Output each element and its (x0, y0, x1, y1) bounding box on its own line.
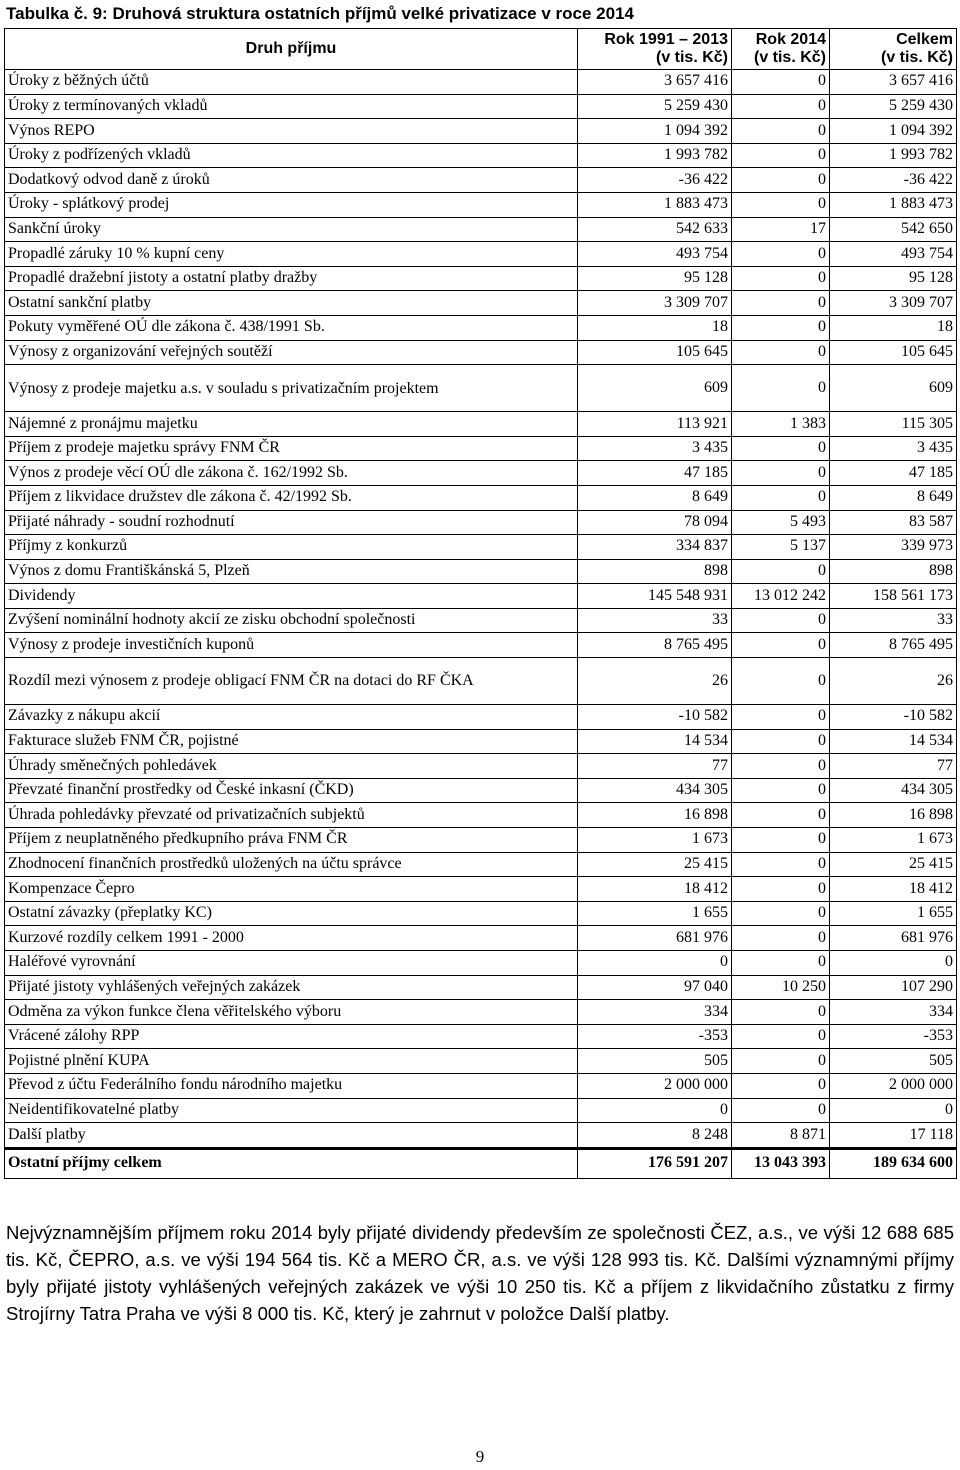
total-label-cell: Ostatní příjmy celkem (5, 1148, 578, 1178)
amount-2014-cell: 0 (732, 926, 830, 951)
amount-2014-cell: 0 (732, 901, 830, 926)
table-row (5, 658, 957, 705)
amount-1991-2013-cell: 2 000 000 (578, 1073, 732, 1098)
table-row (5, 608, 957, 633)
amount-total-cell: -353 (830, 1024, 957, 1049)
amount-total-cell: 1 993 782 (830, 143, 957, 168)
table-row (5, 877, 957, 902)
amount-2014-cell: 0 (732, 754, 830, 779)
amount-1991-2013-cell: 1 883 473 (578, 192, 732, 217)
page-number: 9 (475, 1447, 485, 1466)
table-row (5, 559, 957, 584)
income-type-cell: Závazky z nákupu akcií (5, 705, 578, 730)
income-type-cell: Úhrada pohledávky převzaté od privatizačních subjektů (5, 803, 578, 828)
income-type-cell: Úroky z běžných účtů (5, 70, 578, 95)
amount-2014-cell: 0 (732, 70, 830, 95)
income-type-cell: Haléřové vyrovnání (5, 951, 578, 976)
table-row (5, 291, 957, 316)
amount-1991-2013-cell: 77 (578, 754, 732, 779)
table-row (5, 535, 957, 560)
table-row (5, 119, 957, 144)
income-type-cell: Výnos REPO (5, 119, 578, 144)
amount-1991-2013-cell: -10 582 (578, 705, 732, 730)
amount-2014-cell: 0 (732, 633, 830, 658)
amount-1991-2013-cell: 8 248 (578, 1123, 732, 1149)
amount-1991-2013-cell: 8 649 (578, 485, 732, 510)
amount-1991-2013-cell: 18 412 (578, 877, 732, 902)
table-row (5, 1123, 957, 1149)
amount-2014-cell: 0 (732, 168, 830, 193)
income-type-cell: Propadlé dražební jistoty a ostatní platby dražby (5, 266, 578, 291)
amount-2014-cell: 0 (732, 242, 830, 267)
amount-1991-2013-cell: 33 (578, 608, 732, 633)
commentary-paragraph: Nejvýznamnějším příjmem roku 2014 byly přijaté dividendy především ze společnosti ČEZ, a.s., ve výši 12 688 685 tis. Kč, ČEPRO, a.s. ve výši 194 564 tis. Kč a MERO ČR, a.s. ve výši 128 993 tis. Kč. Dalšími významnými příjmy byly přijaté jistoty vyhlášených veřejných zakázek ve výši 10 250 tis. Kč a příjem z likvidačního zůstatku z firmy Strojírny Tatra Praha ve výši 8 000 tis. Kč, který je zahrnut v položce Další platby. (6, 1222, 954, 1324)
table-row (5, 94, 957, 119)
header-total-unit: (v tis. Kč) (880, 49, 953, 66)
amount-total-cell: 33 (830, 608, 957, 633)
amount-1991-2013-cell: 25 415 (578, 852, 732, 877)
total-row (5, 1148, 957, 1178)
income-type-cell: Výnosy z organizování veřejných soutěží (5, 340, 578, 365)
table-row (5, 729, 957, 754)
table-row (5, 168, 957, 193)
amount-1991-2013-cell: -36 422 (578, 168, 732, 193)
amount-total-cell: -36 422 (830, 168, 957, 193)
header-year-2014-line1: Rok 2014 (755, 31, 826, 49)
amount-total-cell: 8 765 495 (830, 633, 957, 658)
amount-2014-cell: 0 (732, 608, 830, 633)
amount-2014-cell: 0 (732, 852, 830, 877)
table-row (5, 70, 957, 95)
amount-2014-cell: 5 493 (732, 510, 830, 535)
income-type-cell: Kompenzace Čepro (5, 877, 578, 902)
amount-total-cell: 95 128 (830, 266, 957, 291)
amount-2014-cell: 1 383 (732, 412, 830, 437)
income-type-cell: Sankční úroky (5, 217, 578, 242)
amount-1991-2013-cell: 542 633 (578, 217, 732, 242)
amount-total-cell: 5 259 430 (830, 94, 957, 119)
header-years-1991-2013 (578, 29, 732, 70)
amount-2014-cell: 0 (732, 729, 830, 754)
header-years-1991-2013-line1: Rok 1991 – 2013 (604, 31, 728, 49)
amount-total-cell: 434 305 (830, 778, 957, 803)
table-row (5, 315, 957, 340)
table-row (5, 901, 957, 926)
amount-total-cell: 3 309 707 (830, 291, 957, 316)
amount-total-cell: 681 976 (830, 926, 957, 951)
amount-1991-2013-cell: 434 305 (578, 778, 732, 803)
amount-total-cell: 1 673 (830, 828, 957, 853)
amount-2014-cell: 17 (732, 217, 830, 242)
table-row (5, 852, 957, 877)
income-type-cell: Zvýšení nominální hodnoty akcií ze zisku obchodní společnosti (5, 608, 578, 633)
amount-2014-cell: 8 871 (732, 1123, 830, 1149)
table-row (5, 412, 957, 437)
amount-1991-2013-cell: 8 765 495 (578, 633, 732, 658)
amount-2014-cell: 0 (732, 1024, 830, 1049)
amount-2014-cell: 0 (732, 436, 830, 461)
amount-total-cell: 158 561 173 (830, 584, 957, 609)
amount-total-cell: 0 (830, 951, 957, 976)
amount-1991-2013-cell: 334 (578, 1000, 732, 1025)
amount-total-cell: 17 118 (830, 1123, 957, 1149)
amount-2014-cell: 0 (732, 485, 830, 510)
header-total-line1: Celkem (896, 31, 953, 49)
amount-total-cell: 83 587 (830, 510, 957, 535)
table-row (5, 1049, 957, 1074)
amount-total-cell: 115 305 (830, 412, 957, 437)
table-caption: Tabulka č. 9: Druhová struktura ostatních příjmů velké privatizace v roce 2014 (6, 4, 634, 23)
income-type-cell: Další platby (5, 1123, 578, 1149)
income-type-cell: Pokuty vyměřené OÚ dle zákona č. 438/1991 Sb. (5, 315, 578, 340)
amount-1991-2013-cell: 3 657 416 (578, 70, 732, 95)
amount-total-cell: 3 435 (830, 436, 957, 461)
amount-1991-2013-cell: 3 309 707 (578, 291, 732, 316)
amount-total-cell: 14 534 (830, 729, 957, 754)
amount-1991-2013-cell: 47 185 (578, 461, 732, 486)
amount-1991-2013-cell: 493 754 (578, 242, 732, 267)
income-type-cell: Výnosy z prodeje majetku a.s. v souladu s privatizačním projektem (5, 365, 578, 412)
amount-total-cell: 77 (830, 754, 957, 779)
table-row (5, 340, 957, 365)
amount-1991-2013-cell: 18 (578, 315, 732, 340)
amount-2014-cell: 0 (732, 315, 830, 340)
amount-total-cell: 339 973 (830, 535, 957, 560)
income-type-cell: Příjem z likvidace družstev dle zákona č. 42/1992 Sb. (5, 485, 578, 510)
amount-2014-cell: 0 (732, 1098, 830, 1123)
amount-2014-cell: 0 (732, 1073, 830, 1098)
table-row (5, 510, 957, 535)
amount-2014-cell: 0 (732, 266, 830, 291)
income-type-cell: Převzaté finanční prostředky od České inkasní (ČKD) (5, 778, 578, 803)
table-row (5, 584, 957, 609)
income-type-cell: Ostatní sankční platby (5, 291, 578, 316)
table-row (5, 461, 957, 486)
table-body (5, 70, 957, 1179)
amount-total-cell: 0 (830, 1098, 957, 1123)
amount-2014-cell: 0 (732, 340, 830, 365)
amount-2014-cell: 0 (732, 951, 830, 976)
amount-1991-2013-cell: 334 837 (578, 535, 732, 560)
income-type-cell: Příjem z prodeje majetku správy FNM ČR (5, 436, 578, 461)
header-year-2014 (732, 29, 830, 70)
income-type-cell: Vrácené zálohy RPP (5, 1024, 578, 1049)
amount-2014-cell: 0 (732, 658, 830, 705)
amount-total-cell: 2 000 000 (830, 1073, 957, 1098)
income-type-cell: Rozdíl mezi výnosem z prodeje obligací FNM ČR na dotaci do RF ČKA (5, 658, 578, 705)
table-row (5, 828, 957, 853)
amount-total-cell: 1 094 392 (830, 119, 957, 144)
amount-total-cell: 505 (830, 1049, 957, 1074)
income-type-cell: Úroky z podřízených vkladů (5, 143, 578, 168)
amount-total-cell: 25 415 (830, 852, 957, 877)
amount-total-cell: 334 (830, 1000, 957, 1025)
income-type-cell: Přijaté jistoty vyhlášených veřejných zakázek (5, 975, 578, 1000)
amount-1991-2013-cell: 145 548 931 (578, 584, 732, 609)
amount-total-cell: 16 898 (830, 803, 957, 828)
table-row (5, 633, 957, 658)
amount-2014-cell: 0 (732, 143, 830, 168)
header-year-2014-unit: (v tis. Kč) (753, 49, 826, 66)
amount-1991-2013-cell: 505 (578, 1049, 732, 1074)
amount-total-cell: 18 412 (830, 877, 957, 902)
income-type-cell: Výnosy z prodeje investičních kuponů (5, 633, 578, 658)
amount-2014-cell: 5 137 (732, 535, 830, 560)
amount-total-cell: 493 754 (830, 242, 957, 267)
income-structure-table (4, 28, 957, 1179)
amount-2014-cell: 0 (732, 1000, 830, 1025)
amount-2014-cell: 0 (732, 94, 830, 119)
table-row (5, 242, 957, 267)
amount-1991-2013-cell: 1 993 782 (578, 143, 732, 168)
amount-1991-2013-cell: 0 (578, 951, 732, 976)
total-overall-cell: 189 634 600 (830, 1148, 957, 1178)
amount-1991-2013-cell: 1 094 392 (578, 119, 732, 144)
amount-2014-cell: 0 (732, 705, 830, 730)
income-type-cell: Úroky - splátkový prodej (5, 192, 578, 217)
table-row (5, 1098, 957, 1123)
table-row (5, 1073, 957, 1098)
amount-2014-cell: 0 (732, 877, 830, 902)
amount-2014-cell: 0 (732, 365, 830, 412)
amount-2014-cell: 0 (732, 828, 830, 853)
table-row (5, 951, 957, 976)
header-total (830, 29, 957, 70)
table-row (5, 778, 957, 803)
income-type-cell: Úhrady směnečných pohledávek (5, 754, 578, 779)
amount-2014-cell: 0 (732, 803, 830, 828)
table-row (5, 1024, 957, 1049)
table-row (5, 266, 957, 291)
amount-1991-2013-cell: 5 259 430 (578, 94, 732, 119)
amount-2014-cell: 0 (732, 559, 830, 584)
amount-total-cell: 1 655 (830, 901, 957, 926)
amount-1991-2013-cell: 105 645 (578, 340, 732, 365)
amount-total-cell: 3 657 416 (830, 70, 957, 95)
table-row (5, 705, 957, 730)
table-row (5, 803, 957, 828)
amount-1991-2013-cell: 3 435 (578, 436, 732, 461)
income-type-cell: Převod z účtu Federálního fondu národního majetku (5, 1073, 578, 1098)
amount-2014-cell: 0 (732, 192, 830, 217)
income-type-cell: Výnos z domu Františkánská 5, Plzeň (5, 559, 578, 584)
income-type-cell: Odměna za výkon funkce člena věřitelského výboru (5, 1000, 578, 1025)
amount-1991-2013-cell: 78 094 (578, 510, 732, 535)
income-type-cell: Ostatní závazky (přeplatky KC) (5, 901, 578, 926)
amount-total-cell: 26 (830, 658, 957, 705)
amount-total-cell: 18 (830, 315, 957, 340)
amount-2014-cell: 13 012 242 (732, 584, 830, 609)
amount-1991-2013-cell: 97 040 (578, 975, 732, 1000)
amount-total-cell: 1 883 473 (830, 192, 957, 217)
table-row (5, 365, 957, 412)
amount-1991-2013-cell: 14 534 (578, 729, 732, 754)
table-row (5, 436, 957, 461)
table-row (5, 1000, 957, 1025)
income-type-cell: Kurzové rozdíly celkem 1991 - 2000 (5, 926, 578, 951)
table-row (5, 754, 957, 779)
table-row (5, 192, 957, 217)
amount-total-cell: 105 645 (830, 340, 957, 365)
income-type-cell: Propadlé záruky 10 % kupní ceny (5, 242, 578, 267)
amount-1991-2013-cell: 95 128 (578, 266, 732, 291)
amount-1991-2013-cell: 16 898 (578, 803, 732, 828)
income-type-cell: Dodatkový odvod daně z úroků (5, 168, 578, 193)
table-row (5, 926, 957, 951)
amount-2014-cell: 0 (732, 1049, 830, 1074)
income-type-cell: Fakturace služeb FNM ČR, pojistné (5, 729, 578, 754)
income-type-cell: Úroky z termínovaných vkladů (5, 94, 578, 119)
amount-total-cell: -10 582 (830, 705, 957, 730)
table-row (5, 975, 957, 1000)
total-2014-cell: 13 043 393 (732, 1148, 830, 1178)
header-row (5, 29, 957, 70)
income-type-cell: Dividendy (5, 584, 578, 609)
income-type-cell: Pojistné plnění KUPA (5, 1049, 578, 1074)
amount-1991-2013-cell: 113 921 (578, 412, 732, 437)
amount-2014-cell: 0 (732, 291, 830, 316)
table-row (5, 485, 957, 510)
amount-1991-2013-cell: 26 (578, 658, 732, 705)
amount-1991-2013-cell: 1 655 (578, 901, 732, 926)
amount-total-cell: 898 (830, 559, 957, 584)
amount-2014-cell: 0 (732, 778, 830, 803)
amount-2014-cell: 10 250 (732, 975, 830, 1000)
amount-total-cell: 609 (830, 365, 957, 412)
amount-total-cell: 47 185 (830, 461, 957, 486)
table-row (5, 143, 957, 168)
amount-1991-2013-cell: 1 673 (578, 828, 732, 853)
income-type-cell: Výnos z prodeje věcí OÚ dle zákona č. 162/1992 Sb. (5, 461, 578, 486)
amount-2014-cell: 0 (732, 461, 830, 486)
amount-1991-2013-cell: -353 (578, 1024, 732, 1049)
header-income-type: Druh příjmu (5, 29, 578, 70)
amount-1991-2013-cell: 609 (578, 365, 732, 412)
amount-total-cell: 542 650 (830, 217, 957, 242)
amount-total-cell: 107 290 (830, 975, 957, 1000)
amount-1991-2013-cell: 681 976 (578, 926, 732, 951)
income-type-cell: Zhodnocení finančních prostředků uložených na účtu správce (5, 852, 578, 877)
amount-total-cell: 8 649 (830, 485, 957, 510)
table-row (5, 217, 957, 242)
amount-1991-2013-cell: 898 (578, 559, 732, 584)
income-type-cell: Přijaté náhrady - soudní rozhodnutí (5, 510, 578, 535)
header-years-1991-2013-unit: (v tis. Kč) (655, 49, 728, 66)
amount-1991-2013-cell: 0 (578, 1098, 732, 1123)
income-type-cell: Neidentifikovatelné platby (5, 1098, 578, 1123)
total-1991-2013-cell: 176 591 207 (578, 1148, 732, 1178)
amount-2014-cell: 0 (732, 119, 830, 144)
income-type-cell: Příjem z neuplatněného předkupního práva FNM ČR (5, 828, 578, 853)
income-type-cell: Nájemné z pronájmu majetku (5, 412, 578, 437)
income-type-cell: Příjmy z konkurzů (5, 535, 578, 560)
